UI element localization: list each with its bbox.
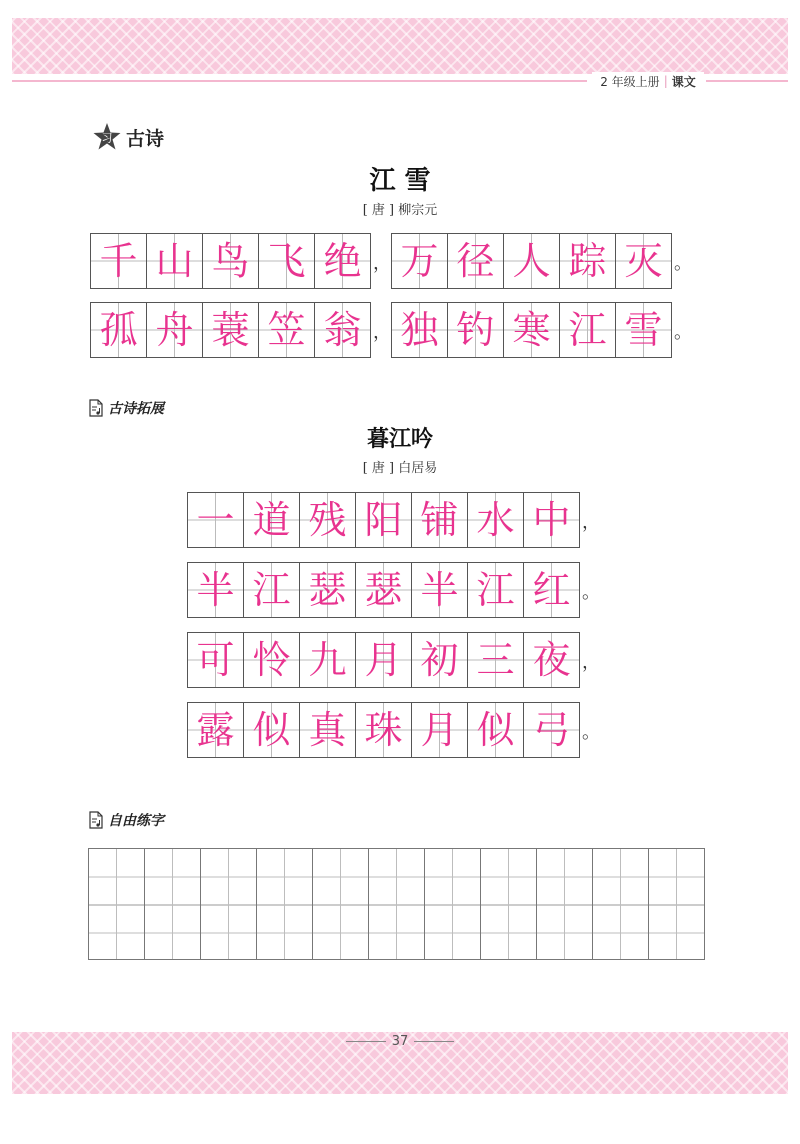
practice-column[interactable] xyxy=(481,848,537,960)
poem1-line-1-left xyxy=(90,233,371,289)
char-cell: 笠 xyxy=(259,302,315,358)
punctuation: ， xyxy=(373,253,391,274)
char-cell: 瑟 xyxy=(356,562,412,618)
poem2-author: [ 唐 ] 白居易 xyxy=(362,461,438,476)
poem1-line-1-right xyxy=(391,233,672,289)
char-cell: 蓑 xyxy=(203,302,259,358)
char-cell: 雪 xyxy=(616,302,672,358)
char-cell: 径 xyxy=(448,233,504,289)
char-cell: 孤 xyxy=(91,302,147,358)
star-badge-char: 习 xyxy=(101,131,113,145)
poem2-line-3 xyxy=(187,632,600,688)
char-cell: 似 xyxy=(244,702,300,758)
grade-label: 2 年级上册 xyxy=(600,74,660,89)
practice-column[interactable] xyxy=(369,848,425,960)
poem2-line-2-cells xyxy=(187,562,580,618)
poem2-line-2 xyxy=(187,562,600,618)
char-cell: 寒 xyxy=(504,302,560,358)
practice-heading xyxy=(88,810,164,830)
char-cell: 半 xyxy=(412,562,468,618)
poem1-title: 江 雪 xyxy=(369,166,431,196)
poem2-line-4-cells xyxy=(187,702,580,758)
char-cell: 翁 xyxy=(315,302,371,358)
poem2-line-4 xyxy=(187,702,600,758)
char-cell: 千 xyxy=(91,233,147,289)
header-rule-left xyxy=(12,80,587,82)
char-cell: 可 xyxy=(188,632,244,688)
document-music-icon xyxy=(88,811,104,829)
document-music-icon xyxy=(88,399,104,417)
practice-column[interactable] xyxy=(425,848,481,960)
header-decor-band xyxy=(12,18,788,74)
char-cell: 月 xyxy=(412,702,468,758)
char-cell: 真 xyxy=(300,702,356,758)
char-cell: 红 xyxy=(524,562,580,618)
punctuation: ， xyxy=(582,652,600,673)
practice-label: 自由练字 xyxy=(108,813,164,829)
char-cell: 铺 xyxy=(412,492,468,548)
char-cell: 道 xyxy=(244,492,300,548)
char-cell: 踪 xyxy=(560,233,616,289)
char-cell: 江 xyxy=(244,562,300,618)
poem2-line-1 xyxy=(187,492,600,548)
punctuation: 。 xyxy=(582,722,600,743)
practice-column[interactable] xyxy=(537,848,593,960)
char-cell: 舟 xyxy=(147,302,203,358)
practice-column[interactable] xyxy=(201,848,257,960)
poem1-line-2-left xyxy=(90,302,371,358)
header-separator: | xyxy=(663,74,668,88)
practice-column[interactable] xyxy=(89,848,145,960)
punctuation: 。 xyxy=(582,582,600,603)
char-cell: 绝 xyxy=(315,233,371,289)
punctuation: ， xyxy=(582,512,600,533)
char-cell: 钓 xyxy=(448,302,504,358)
char-cell: 一 xyxy=(188,492,244,548)
page-number-text: 37 xyxy=(391,1034,409,1049)
char-cell: 山 xyxy=(147,233,203,289)
practice-grid[interactable] xyxy=(88,848,705,960)
char-cell: 怜 xyxy=(244,632,300,688)
poem2-title: 暮江吟 xyxy=(366,426,433,452)
punctuation: 。 xyxy=(674,253,692,274)
star-badge-icon xyxy=(92,122,122,152)
header-label xyxy=(592,72,704,90)
poem2-line-3-cells xyxy=(187,632,580,688)
char-cell: 瑟 xyxy=(300,562,356,618)
char-cell: 独 xyxy=(392,302,448,358)
char-cell: 残 xyxy=(300,492,356,548)
char-cell: 夜 xyxy=(524,632,580,688)
char-cell: 似 xyxy=(468,702,524,758)
punctuation: 。 xyxy=(674,322,692,343)
char-cell: 万 xyxy=(392,233,448,289)
poem1-line-1 xyxy=(90,233,692,289)
section-title: 古诗 xyxy=(126,127,165,150)
page-number-dash-right xyxy=(414,1041,454,1042)
char-cell: 弓 xyxy=(524,702,580,758)
poem1-line-2 xyxy=(90,302,692,358)
char-cell: 江 xyxy=(468,562,524,618)
extension-label: 古诗拓展 xyxy=(108,401,164,417)
char-cell: 半 xyxy=(188,562,244,618)
poem2-line-1-cells xyxy=(187,492,580,548)
poem1-line-2-right xyxy=(391,302,672,358)
char-cell: 三 xyxy=(468,632,524,688)
char-cell: 江 xyxy=(560,302,616,358)
punctuation: ， xyxy=(373,322,391,343)
page-number xyxy=(0,1034,800,1049)
section-heading xyxy=(92,122,164,152)
course-label: 课文 xyxy=(671,74,696,89)
poem1-author: [ 唐 ] 柳宗元 xyxy=(362,203,438,218)
char-cell: 水 xyxy=(468,492,524,548)
char-cell: 月 xyxy=(356,632,412,688)
practice-column[interactable] xyxy=(649,848,705,960)
char-cell: 鸟 xyxy=(203,233,259,289)
practice-column[interactable] xyxy=(257,848,313,960)
char-cell: 飞 xyxy=(259,233,315,289)
char-cell: 灭 xyxy=(616,233,672,289)
extension-heading xyxy=(88,398,164,418)
char-cell: 露 xyxy=(188,702,244,758)
char-cell: 珠 xyxy=(356,702,412,758)
char-cell: 人 xyxy=(504,233,560,289)
char-cell: 初 xyxy=(412,632,468,688)
practice-column[interactable] xyxy=(145,848,201,960)
page-number-dash-left xyxy=(346,1041,386,1042)
char-cell: 九 xyxy=(300,632,356,688)
char-cell: 阳 xyxy=(356,492,412,548)
practice-column[interactable] xyxy=(313,848,369,960)
header-rule-right xyxy=(706,80,788,82)
char-cell: 中 xyxy=(524,492,580,548)
practice-column[interactable] xyxy=(593,848,649,960)
